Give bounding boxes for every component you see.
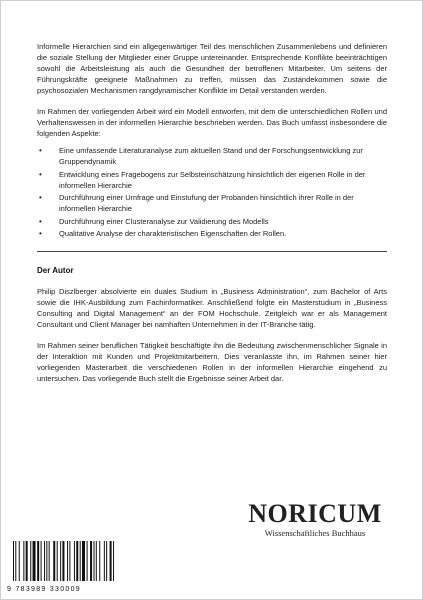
back-cover-text — [37, 41, 387, 384]
barcode-bar — [26, 541, 28, 581]
barcode-bar — [90, 541, 92, 581]
bullet-icon: • — [39, 193, 42, 202]
publisher-logo — [240, 500, 390, 539]
bullet-icon: • — [39, 216, 42, 226]
aspect-text: Durchführung einer Clusteranalyse zur Validierung des Modells — [59, 216, 269, 226]
barcode-bar — [57, 541, 58, 581]
barcode-bar — [104, 541, 105, 581]
barcode-bar — [23, 541, 24, 581]
author-heading: Der Autor — [37, 266, 74, 275]
bullet-icon: • — [39, 229, 42, 238]
publisher-subtitle: Wissenschaftliches Buchhaus — [264, 528, 366, 538]
publisher-name: NORICUM — [248, 499, 382, 528]
barcode-bar — [99, 541, 100, 581]
barcode-bar — [15, 541, 16, 581]
barcode-bar — [113, 541, 114, 581]
bullet-icon: • — [39, 169, 42, 179]
list-item — [37, 228, 387, 239]
list-item — [37, 192, 387, 214]
barcode-bar — [82, 541, 85, 581]
barcode-bar — [49, 541, 50, 581]
barcode-bar — [69, 541, 70, 581]
aspect-text: Entwicklung eines Fragebogens zur Selbsteinschätzung hinsichtlich der eigenen Rolle in der informellen Hierarchie — [59, 169, 366, 190]
barcode-bar — [33, 541, 36, 581]
barcode-bar — [19, 541, 20, 581]
list-item — [37, 145, 387, 167]
isbn-digits: 9 783989 330009 — [7, 586, 81, 593]
author-paragraph-2: Im Rahmen seiner beruflichen Tätigkeit beschäftigte ihn die Bedeutung zwischenmenschlicher Signale in der Interaktion mit Kunden und Projektmitarbeitern. Dies veranlasste ihn, im Rahmen seiner hier vorliegenden Masterarbeit die verschiedenen Rollen in der informellen Hierarchie eingehend zu untersuchen. Das vorliegende Buch stellt die Ergebnisse seiner Arbeit dar. — [37, 341, 387, 383]
list-item — [37, 169, 387, 191]
barcode-bar — [80, 541, 81, 581]
isbn-barcode — [7, 541, 125, 581]
list-item — [37, 216, 387, 227]
barcode-bar — [94, 541, 95, 581]
barcode-bar — [106, 541, 107, 581]
intro-paragraph-1: Informelle Hierarchien sind ein allgegenwärtiger Teil des menschlichen Zusammenlebens und definieren die soziale Stellung der Mitglieder einer Gruppe untereinander. Entsprechende Konflikte beeinträchtigen sowohl die Arbeitsleistung als auch die Gesundheit der betroffenen Mitarbeiter. Um seitens der Führungskräfte geeignete Maßnahmen zu treffen, müssen das Zustandekommen sowie die psychosozialen Mechanismen rangdynamischer Konflikte im Detail verstanden werden. — [37, 42, 387, 95]
aspect-text: Qualitative Analyse der charakteristischen Eigenschaften der Rollen. — [59, 229, 287, 238]
barcode-bar — [67, 541, 68, 581]
bullet-icon: • — [39, 146, 42, 155]
barcode-bar — [74, 541, 75, 581]
barcode-bar — [60, 541, 61, 581]
intro-paragraph-2: Im Rahmen der vorliegenden Arbeit wird ein Modell entworfen, mit dem die unterschiedlichen Rollen und Verhaltensweisen in der informellen Hierarchie beschrieben werden. Das Buch umfasst insbesondere die folgenden Aspekte: — [37, 107, 387, 138]
barcode-bar — [62, 541, 64, 581]
barcode-bar — [110, 541, 112, 581]
barcode-bar — [76, 541, 78, 581]
section-divider — [37, 251, 387, 252]
barcode-bar — [44, 541, 45, 581]
aspect-text: Eine umfassende Literaturanalyse zum aktuellen Stand und der Forschungsentwicklung zur Gruppendynamik — [59, 146, 363, 166]
barcode-bar — [46, 541, 47, 581]
barcode-bar — [13, 541, 14, 581]
barcode-bar — [37, 541, 39, 581]
aspects-list — [37, 145, 387, 239]
author-paragraph-1: Philip Diszlberger absolvierte ein duales Studium in „Business Administration“, zum Bachelor of Arts sowie die IHK-Ausbildung zum Fachinformatiker. Anschließend folgte ein Masterstudium in „Business Consulting and Digital Management“ an der FOM Hochschule. Zeitgleich war er als Management Consultant und Client Manager bei namhaften Unternehmen in der IT-Branche tätig. — [37, 287, 387, 329]
barcode-bar — [87, 541, 88, 581]
barcode-bar — [96, 541, 97, 581]
barcode-bar — [30, 541, 31, 581]
barcode-bar — [53, 541, 55, 581]
aspect-text: Durchführung einer Umfrage und Einstufung der Probanden hinsichtlich ihrer Rolle in der informellen Hierarchie — [59, 193, 354, 213]
barcode-bar — [41, 541, 42, 581]
